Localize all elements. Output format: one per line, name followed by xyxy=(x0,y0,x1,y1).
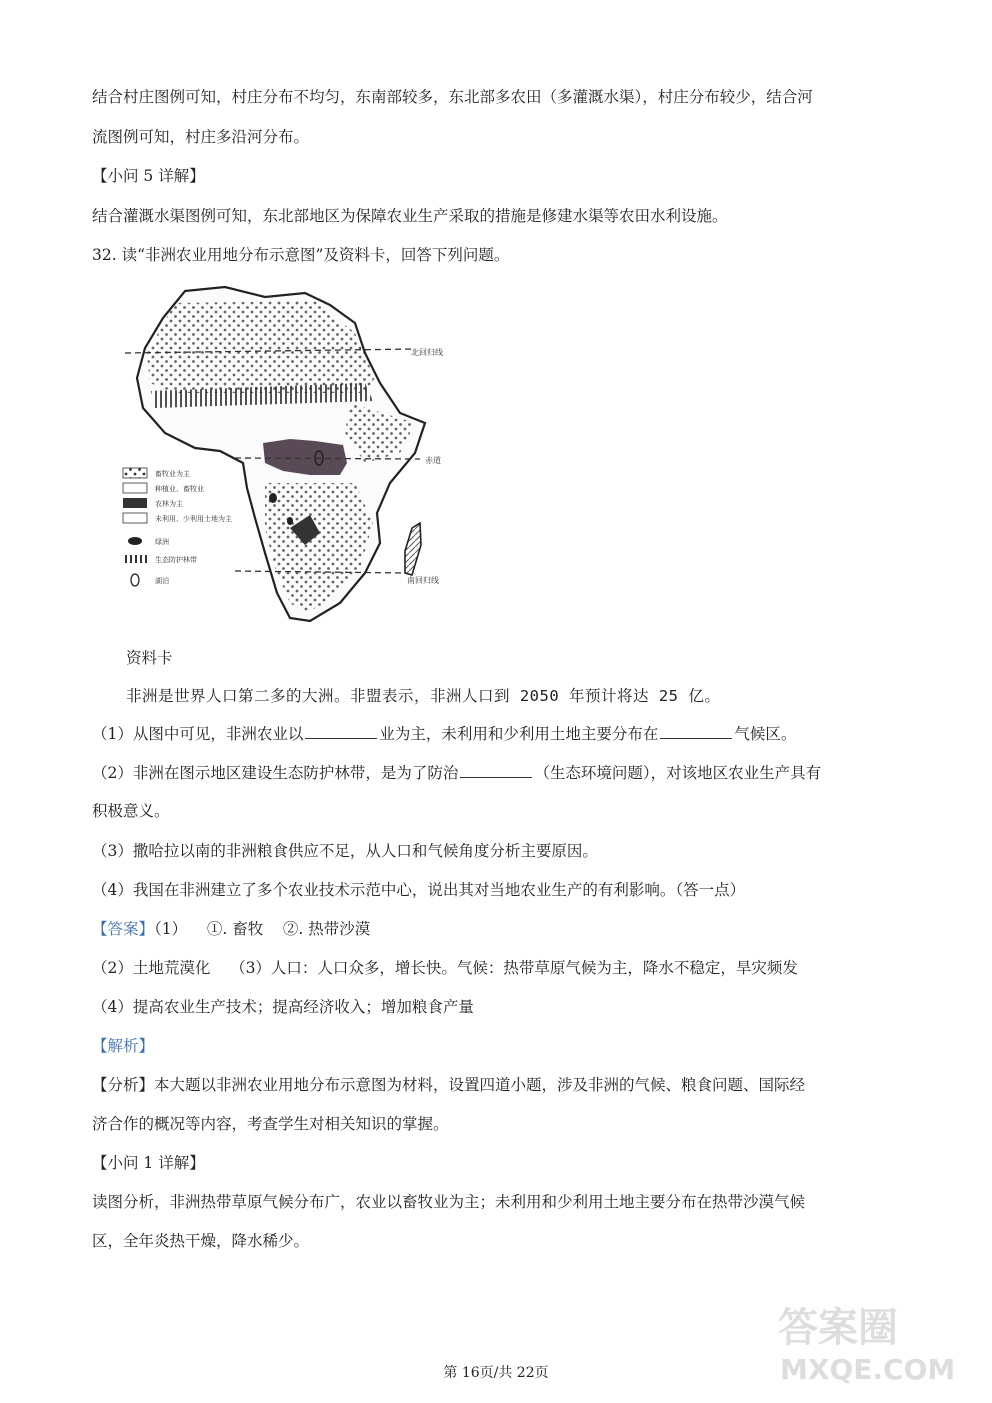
detail-line-1: 读图分析，非洲热带草原气候分布广，农业以畜牧业为主；未利用和少利用土地主要分布在热带沙漠气候 xyxy=(92,1193,806,1211)
madagascar-outline xyxy=(405,523,421,575)
question-2-cont: 积极意义。 xyxy=(92,802,170,820)
legend-label-mixed: 种植业、畜牧业 xyxy=(155,486,204,493)
answer-line-3: （4）提高农业生产技术；提高经济收入；增加粮食产量 xyxy=(92,998,474,1016)
legend-label-pasture: 畜牧业为主 xyxy=(155,471,190,478)
blank-2[interactable] xyxy=(660,724,732,739)
question-1: （1）从图中可见，非洲农业以 业为主，未利用和少利用土地主要分布在 气候区。 xyxy=(92,725,797,743)
legend-label-forestry: 农林为主 xyxy=(155,501,183,508)
svg-text:答案圈: 答案圈 xyxy=(778,1305,898,1351)
svg-text:MXQE.COM: MXQE.COM xyxy=(780,1353,956,1386)
legend-label-oasis: 绿洲 xyxy=(155,539,169,546)
legend-label-unused: 未利用、少利用土地为主 xyxy=(155,516,232,523)
question-32-title: 32. 读“非洲农业用地分布示意图”及资料卡，回答下列问题。 xyxy=(92,246,510,264)
page-footer: 第 16页/共 22页 xyxy=(443,1365,549,1381)
watermark-logo xyxy=(772,1297,972,1387)
lat-label-tropic-north: 北回归线 xyxy=(411,348,443,357)
lat-label-equator: 赤道 xyxy=(425,456,441,465)
subquestion-heading-5: 【小问 5 详解】 xyxy=(92,167,205,185)
question-2: （2）非洲在图示地区建设生态防护林带，是为了防治 （生态环境问题），对该地区农业生产具有 xyxy=(92,764,822,782)
answer-label: 【答案】 xyxy=(92,920,155,938)
text-line-3: 结合灌溉水渠图例可知，东北部地区为保障农业生产采取的措施是修建水渠等农田水利设施。 xyxy=(92,207,728,225)
lat-label-tropic-south: 南回归线 xyxy=(407,576,439,585)
data-card-title: 资料卡 xyxy=(126,649,173,667)
blank-3[interactable] xyxy=(460,763,532,778)
blank-1[interactable] xyxy=(305,724,377,739)
analysis-line-2: 济合作的概况等内容，考查学生对相关知识的掌握。 xyxy=(92,1115,449,1133)
map-legend xyxy=(123,468,232,586)
oasis-marker xyxy=(287,517,293,525)
text-line-1: 结合村庄图例可知，村庄分布不均匀，东南部较多，东北部多农田（多灌溉水渠），村庄分布较少，结合河 xyxy=(92,88,813,106)
legend-label-lake: 湖泊 xyxy=(155,578,169,585)
analysis-line-1: 【分析】本大题以非洲农业用地分布示意图为材料，设置四道小题，涉及非洲的气候、粮食问题、国际经 xyxy=(92,1076,806,1094)
africa-agriculture-map xyxy=(115,283,465,628)
question-4: （4）我国在非洲建立了多个农业技术示范中心，说出其对当地农业生产的有利影响。（答一点） xyxy=(92,881,746,899)
legend-label-forest-belt: 生态防护林带 xyxy=(155,557,197,564)
data-card-text: 非洲是世界人口第二多的大洲。非盟表示，非洲人口到 2050 年预计将达 25 亿。 xyxy=(126,687,721,705)
detail-line-2: 区，全年炎热干燥，降水稀少。 xyxy=(92,1232,310,1250)
answer-line-2: （2）土地荒漠化 （3）人口：人口众多，增长快。气候：热带草原气候为主，降水不稳定，旱灾频发 xyxy=(92,959,798,977)
question-3: （3）撒哈拉以南的非洲粮食供应不足，从人口和气候角度分析主要原因。 xyxy=(92,842,598,860)
subquestion-heading-1: 【小问 1 详解】 xyxy=(92,1154,205,1172)
oasis-marker xyxy=(269,493,277,503)
analysis-label: 【解析】 xyxy=(92,1037,155,1055)
text-line-2: 流图例可知，村庄多沿河分布。 xyxy=(92,128,310,146)
answer-line-1: 【答案】（1） ①. 畜牧 ②. 热带沙漠 xyxy=(92,920,371,938)
